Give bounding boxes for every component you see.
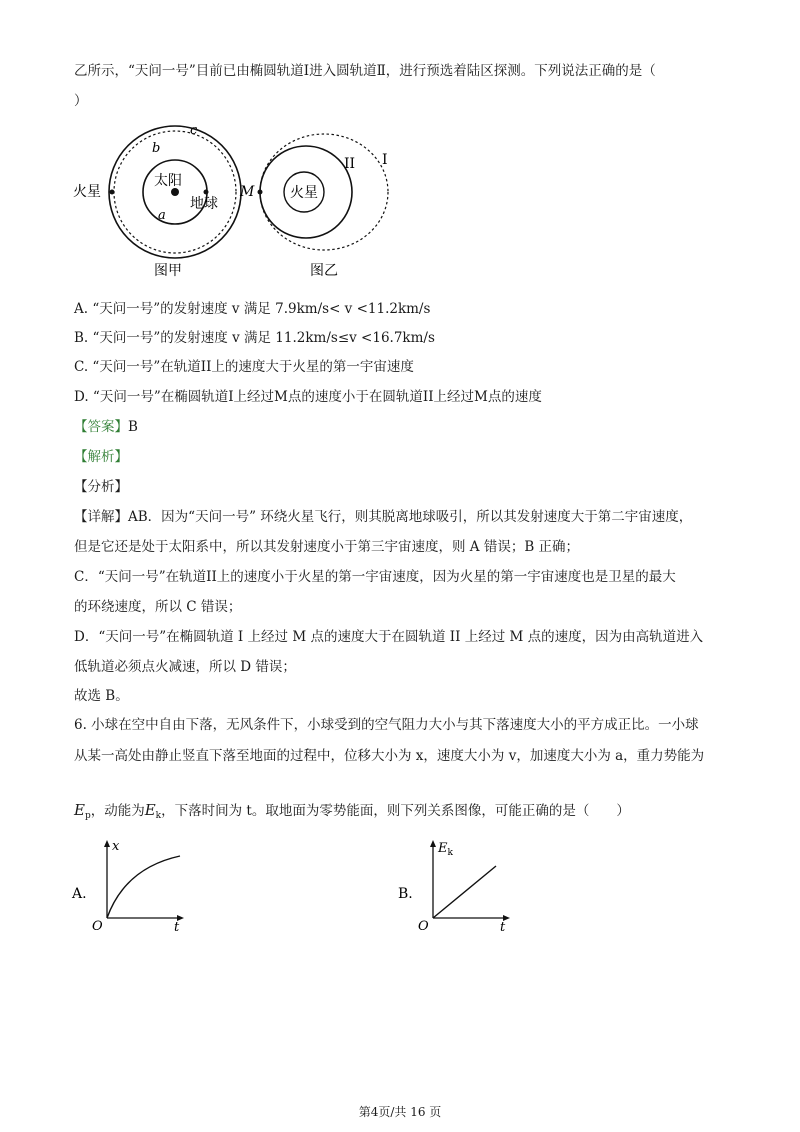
detail-line-5: D．“天问一号”在椭圆轨道 I 上经过 M 点的速度大于在圆轨道 II 上经过 M 点的速度，因为由高轨道进入 — [74, 629, 704, 645]
graph-b-x-label: t — [500, 920, 506, 935]
answer-line — [74, 417, 138, 437]
option-c: C. “天问一号”在轨道II上的速度大于火星的第一宇宙速度 — [74, 359, 414, 375]
label-m: M — [240, 184, 255, 200]
label-earth: 地球 — [190, 196, 218, 212]
detail-line-4: 的环绕速度，所以 C 错误； — [74, 599, 242, 615]
detail-tag: 【详解】 — [74, 509, 128, 525]
graph-a-origin: O — [92, 919, 103, 934]
graph-b-y-symbol: E — [438, 841, 448, 856]
ep-subscript: p — [84, 811, 91, 821]
detail-line-7: 故选 B。 — [74, 688, 129, 704]
label-b: b — [152, 141, 161, 156]
graph-b-line — [433, 866, 496, 918]
option-a: A. “天问一号”的发射速度 v 满足 7.9km/s< v <11.2km/s — [74, 301, 431, 317]
point-m-dot — [258, 190, 263, 195]
label-mars-jia: 火星 — [73, 184, 101, 200]
option-d: D. “天问一号”在椭圆轨道I上经过M点的速度小于在圆轨道II上经过M点的速度 — [74, 389, 542, 405]
analysis-tag: 【解析】 — [74, 449, 128, 465]
graph-b-y-arrow — [430, 840, 436, 847]
label-orbit-ii: II — [344, 156, 356, 172]
detail-line-2: 但是它还是处于太阳系中，所以其发射速度小于第三宇宙速度，则 A 错误；B 正确； — [74, 539, 580, 555]
graph-a-option: A. — [72, 886, 87, 902]
earth-dot — [204, 190, 209, 195]
graph-a-y-label: x — [112, 839, 120, 854]
figure-yi — [230, 122, 410, 282]
q6-line-1: 6. 小球在空中自由下落，无风条件下，小球受到的空气阻力大小与其下落速度大小的平方成正比。一小球 — [74, 717, 699, 733]
graph-b-origin: O — [418, 919, 429, 934]
graph-a-curve — [107, 856, 180, 918]
graph-b — [396, 838, 526, 933]
graph-a — [70, 838, 200, 933]
label-a: a — [158, 208, 166, 223]
detail-line-1 — [74, 507, 692, 527]
label-mars-yi: 火星 — [290, 185, 318, 201]
intro-line-2: ） — [74, 93, 88, 109]
ek-subscript: k — [155, 811, 162, 821]
page-footer: 第4页/共 16 页 — [358, 1105, 442, 1119]
q6-line-3 — [74, 800, 630, 823]
option-b: B. “天问一号”的发射速度 v 满足 11.2km/s≤v <16.7km/s — [74, 330, 435, 346]
q6-mid-text: ，动能为 — [90, 803, 145, 819]
intro-line-1: 乙所示，“天问一号”目前已由椭圆轨道Ⅰ进入圆轨道Ⅱ，进行预选着陆区探测。下列说法正确的是（ — [74, 63, 656, 79]
answer-value: B — [128, 419, 138, 435]
fenxi-tag: 【分析】 — [74, 479, 128, 495]
label-c: c — [190, 123, 198, 138]
caption-yi: 图乙 — [310, 263, 338, 279]
graph-a-x-label: t — [174, 920, 180, 935]
graph-b-option: B. — [398, 886, 413, 902]
answer-tag: 【答案】 — [74, 419, 128, 435]
q6-line-2: 从某一高处由静止竖直下落至地面的过程中，位移大小为 x，速度大小为 v，加速度大小为 a，重力势能为 — [74, 748, 705, 764]
detail-line-3: C．“天问一号”在轨道II上的速度小于火星的第一宇宙速度，因为火星的第一宇宙速度也是卫星的最大 — [74, 569, 676, 585]
graph-b-y-subscript: k — [447, 848, 453, 858]
graph-a-y-arrow — [104, 840, 110, 847]
detail-line-6: 低轨道必须点火减速，所以 D 错误； — [74, 659, 296, 675]
caption-jia: 图甲 — [154, 263, 182, 279]
label-orbit-i: I — [382, 152, 388, 168]
detail-text-1: AB．因为“天问一号” 环绕火星飞行，则其脱离地球吸引，所以其发射速度大于第二宇宙速度， — [128, 509, 693, 525]
sun-dot — [171, 188, 179, 196]
ek-symbol: E — [144, 801, 156, 819]
ep-symbol: E — [74, 801, 85, 819]
q6-tail-text: ，下落时间为 t。取地面为零势能面，则下列关系图像，可能正确的是（ ） — [161, 803, 630, 819]
mars-dot-jia — [110, 190, 115, 195]
label-sun: 太阳 — [154, 173, 182, 189]
graph-b-y-label — [437, 841, 454, 858]
